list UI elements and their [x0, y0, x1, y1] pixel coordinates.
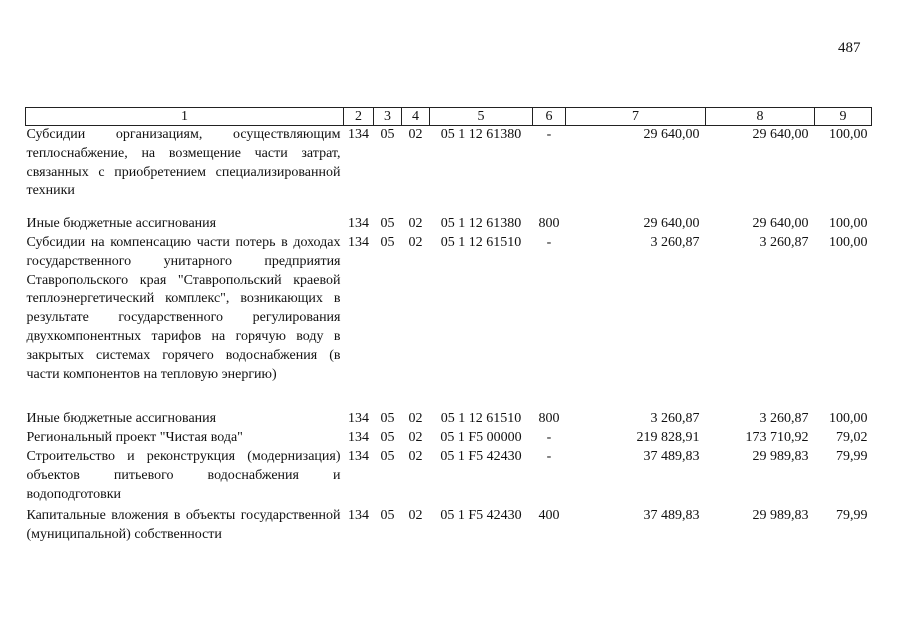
row-ministry-code: 134	[348, 127, 369, 142]
row-ministry-code: 134	[348, 448, 369, 464]
row-target-article: 05 1 F5 00000	[440, 430, 522, 446]
row-executed-amount: 29 640,00	[752, 216, 809, 232]
row-target-article: 05 1 12 61380	[440, 216, 522, 232]
row-planned-amount: 3 260,87	[650, 411, 700, 427]
row-executed-amount: 29 989,83	[752, 508, 809, 524]
row-percent: 100,00	[829, 216, 868, 232]
row-name: Иные бюджетные ассигнования	[26, 411, 217, 427]
header-col-8: 8	[706, 108, 815, 126]
row-subsection: 02	[408, 411, 423, 427]
budget-table	[25, 107, 872, 545]
row-section: 05	[380, 411, 395, 427]
table-row	[26, 429, 872, 448]
row-ministry-code: 134	[348, 411, 369, 427]
row-percent: 100,00	[829, 411, 868, 427]
row-executed-amount: 29 989,83	[752, 448, 809, 464]
table-row	[26, 234, 872, 384]
row-planned-amount: 37 489,83	[643, 508, 700, 524]
row-target-article: 05 1 12 61380	[440, 127, 522, 142]
row-expense-type: 800	[538, 216, 560, 232]
row-subsection: 02	[408, 127, 423, 142]
header-col-9: 9	[815, 108, 872, 126]
header-row	[26, 108, 872, 126]
row-name: Иные бюджетные ассигнования	[26, 216, 217, 232]
table-row	[26, 126, 872, 202]
table-row	[26, 448, 872, 504]
page-number: 487	[838, 40, 861, 56]
row-percent: 100,00	[829, 127, 868, 142]
row-planned-amount: 37 489,83	[643, 448, 700, 464]
row-name: Строительство и реконструкция (модернизация) объектов питьевого водоснабжения и водоподготовки	[26, 448, 341, 502]
row-section: 05	[380, 508, 395, 524]
row-ministry-code: 134	[348, 234, 369, 250]
table-row	[26, 215, 872, 234]
row-percent: 79,99	[836, 448, 868, 464]
row-subsection: 02	[408, 448, 423, 464]
row-expense-type: 400	[538, 508, 560, 524]
row-section: 05	[380, 216, 395, 232]
row-executed-amount: 173 710,92	[745, 430, 809, 446]
header-col-2: 2	[344, 108, 374, 126]
row-percent: 79,99	[836, 508, 868, 524]
row-expense-type: 800	[538, 411, 560, 427]
row-name: Региональный проект "Чистая вода"	[26, 430, 243, 446]
header-col-3: 3	[374, 108, 402, 126]
row-subsection: 02	[408, 234, 423, 250]
table-row	[26, 507, 872, 545]
row-executed-amount: 3 260,87	[759, 411, 809, 427]
row-ministry-code: 134	[348, 508, 369, 524]
row-ministry-code: 134	[348, 430, 369, 446]
header-col-7: 7	[566, 108, 706, 126]
row-target-article: 05 1 12 61510	[440, 411, 522, 427]
row-section: 05	[380, 448, 395, 464]
row-section: 05	[380, 234, 395, 250]
row-target-article: 05 1 F5 42430	[440, 448, 522, 464]
row-expense-type: -	[546, 448, 552, 464]
row-executed-amount: 3 260,87	[759, 234, 809, 250]
row-target-article: 05 1 12 61510	[440, 234, 522, 250]
table-row	[26, 410, 872, 429]
row-section: 05	[380, 127, 395, 142]
row-section: 05	[380, 430, 395, 446]
row-expense-type: -	[546, 127, 552, 142]
row-planned-amount: 29 640,00	[643, 127, 700, 142]
row-planned-amount: 29 640,00	[643, 216, 700, 232]
header-col-5: 5	[430, 108, 533, 126]
row-target-article: 05 1 F5 42430	[440, 508, 522, 524]
row-percent: 79,02	[836, 430, 868, 446]
row-name: Субсидии на компенсацию части потерь в доходах государственного унитарного предприятия Ставропольского края "Ставропольский краевой теплоэнергетический комплекс", возникающих в результате государственного регулирования двухкомпонентных тарифов на горячую воду в закрытых системах горячего водоснабжения (в части компонентов на тепловую энергию)	[26, 234, 341, 382]
row-expense-type: -	[546, 234, 552, 250]
row-percent: 100,00	[829, 234, 868, 250]
row-ministry-code: 134	[348, 216, 369, 232]
row-name: Субсидии организациям, осуществляющим теплоснабжение, на возмещение части затрат, связанных с приобретением специализированной техники	[26, 127, 341, 199]
header-col-6: 6	[533, 108, 566, 126]
row-subsection: 02	[408, 508, 423, 524]
row-subsection: 02	[408, 216, 423, 232]
row-planned-amount: 3 260,87	[650, 234, 700, 250]
row-name: Капитальные вложения в объекты государственной (муниципальной) собственности	[26, 508, 341, 543]
row-expense-type: -	[546, 430, 552, 446]
row-planned-amount: 219 828,91	[636, 430, 700, 446]
header-col-4: 4	[402, 108, 430, 126]
row-subsection: 02	[408, 430, 423, 446]
row-executed-amount: 29 640,00	[752, 127, 809, 142]
header-col-1: 1	[26, 108, 344, 126]
